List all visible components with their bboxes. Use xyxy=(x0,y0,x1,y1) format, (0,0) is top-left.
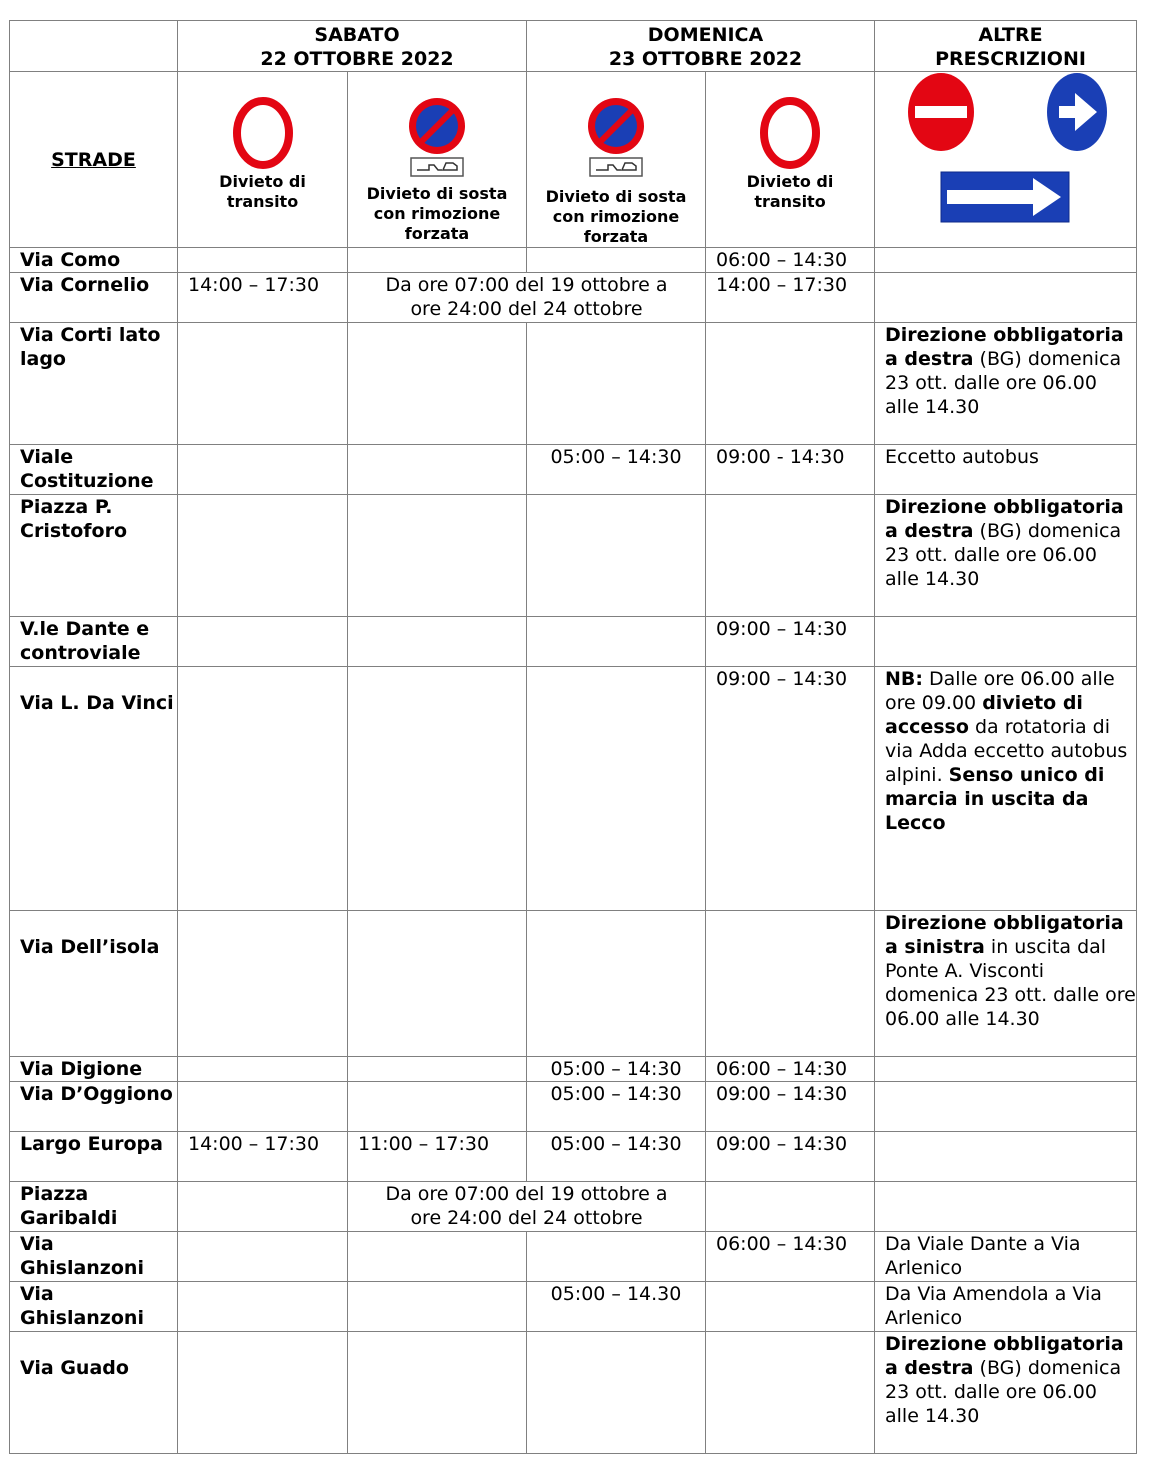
table-row: Via D’Oggiono 05:00 – 14:30 09:00 – 14:30 xyxy=(10,1082,1137,1132)
direction-signs-icon xyxy=(875,72,1137,240)
sun-parking-sign-cell: Divieto di sosta con rimozione forzata xyxy=(527,72,706,248)
table-row: V.le Dante e controviale 09:00 – 14:30 xyxy=(10,617,1137,667)
sun-transit-sign-cell: Divieto di transito xyxy=(706,72,875,248)
table-row: Piazza P. Cristoforo Direzione obbligatoria a destra (BG) domenica 23 ott. dalle ore 06.00 alle 14.30 xyxy=(10,495,1137,617)
no-transit-icon xyxy=(758,96,822,170)
empty-corner xyxy=(10,21,178,72)
traffic-table xyxy=(9,20,1137,1454)
no-transit-icon xyxy=(231,96,295,170)
sat-transit-sign-cell: Divieto di transito xyxy=(178,72,348,248)
sat-parking-sign-cell: Divieto di sosta con rimozione forzata xyxy=(348,72,527,248)
table-row: Via Corti lato lago Direzione obbligatoria a destra (BG) domenica 23 ott. dalle ore 06.00 alle 14.30 xyxy=(10,323,1137,445)
table-row: Via Guado Direzione obbligatoria a destra (BG) domenica 23 ott. dalle ore 06.00 alle 14.30 xyxy=(10,1332,1137,1454)
sunday-header: DOMENICA 23 OTTOBRE 2022 xyxy=(527,21,875,72)
no-parking-tow-icon xyxy=(584,96,648,180)
table-row: Piazza Garibaldi Da ore 07:00 del 19 ottobre a ore 24:00 del 24 ottobre xyxy=(10,1182,1137,1232)
table-row: Via Ghislanzoni 06:00 – 14:30 Da Viale Dante a Via Arlenico xyxy=(10,1232,1137,1282)
table-row: Via Cornelio 14:00 – 17:30 Da ore 07:00 del 19 ottobre a ore 24:00 del 24 ottobre 14:00 – 17:30 xyxy=(10,273,1137,323)
table-row: Viale Costituzione 05:00 – 14:30 09:00 - 14:30 Eccetto autobus xyxy=(10,445,1137,495)
no-parking-tow-icon xyxy=(405,96,469,180)
table-row: Via Digione 05:00 – 14:30 06:00 – 14:30 xyxy=(10,1057,1137,1082)
other-signs-cell xyxy=(875,72,1137,248)
table-row: Via Ghislanzoni 05:00 – 14.30 Da Via Amendola a Via Arlenico xyxy=(10,1282,1137,1332)
saturday-header: SABATO 22 OTTOBRE 2022 xyxy=(178,21,527,72)
strade-label: STRADE xyxy=(10,72,178,248)
table-row: Via L. Da Vinci 09:00 – 14:30 NB: Dalle ore 06.00 alle ore 09.00 divieto di accesso da rotatoria di via Adda eccetto autobus alpini. Senso unico di marcia in uscita da Lecco xyxy=(10,667,1137,911)
table-row: Largo Europa 14:00 – 17:30 11:00 – 17:30 05:00 – 14:30 09:00 – 14:30 xyxy=(10,1132,1137,1182)
table-row: Via Dell’isola Direzione obbligatoria a sinistra in uscita dal Ponte A. Visconti domenica 23 ott. dalle ore 06.00 alle 14.30 xyxy=(10,911,1137,1057)
other-rules-header: ALTRE PRESCRIZIONI xyxy=(875,21,1137,72)
table-row: Via Como 06:00 – 14:30 xyxy=(10,248,1137,273)
